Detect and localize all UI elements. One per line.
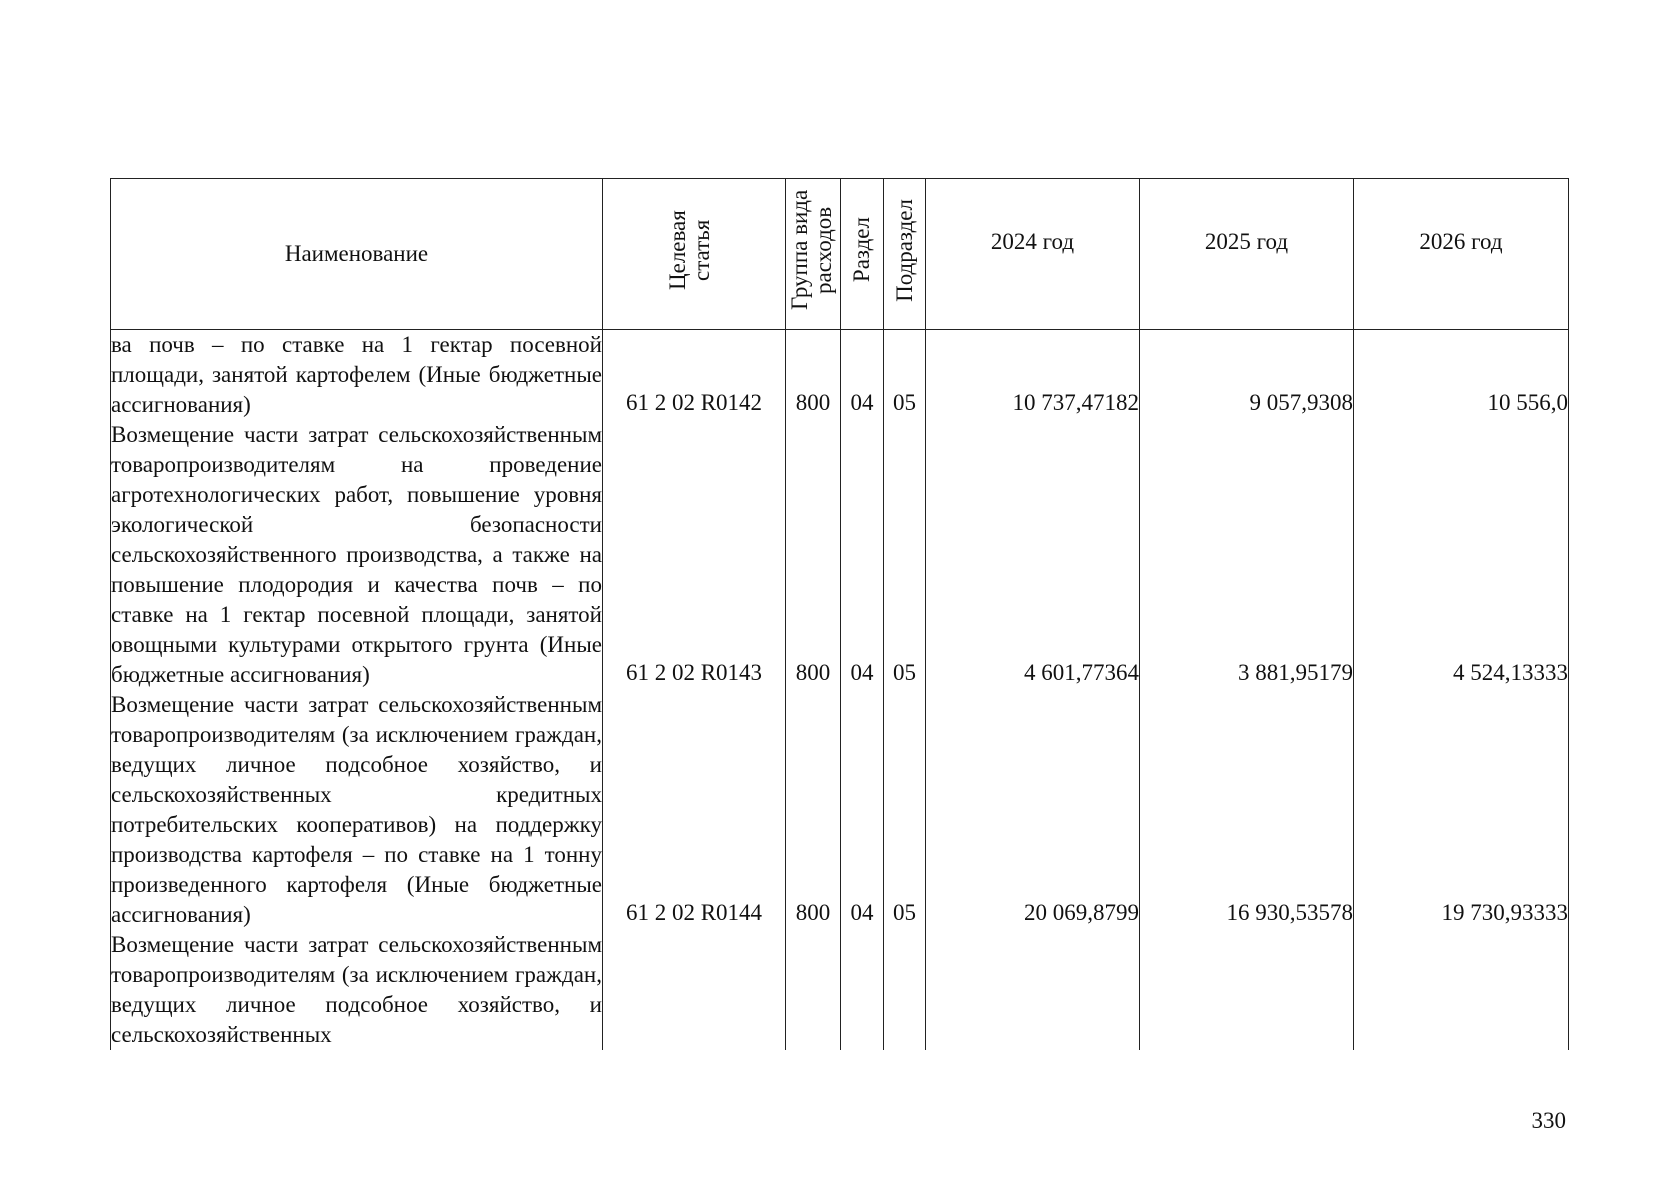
- header-target-label: Целевая статья: [665, 210, 714, 290]
- row-group-value: 800: [795, 390, 831, 415]
- row-podrazdel-value: 05: [893, 660, 916, 685]
- row-2024: [926, 930, 1140, 1050]
- header-razdel-label: Раздел: [849, 217, 874, 283]
- row-podrazdel-value: 05: [893, 390, 916, 415]
- header-year-2025-label: 2025 год: [1204, 229, 1289, 254]
- row-2025: [1140, 930, 1354, 1050]
- header-group-label: Группа вида расходов: [787, 189, 836, 311]
- row-name: ва почв – по ставке на 1 гектар посевной площади, занятой картофелем (Иные бюджетные ассигнования): [111, 330, 603, 421]
- row-razdel: [841, 690, 884, 930]
- header-year-2024-label: 2024 год: [990, 229, 1075, 254]
- header-year-2025: [1140, 179, 1354, 330]
- table-header-row: [111, 179, 1569, 330]
- row-target: [603, 690, 786, 930]
- row-group: [786, 420, 841, 690]
- header-razdel: [841, 179, 884, 330]
- row-name: Возмещение части затрат сельскохозяйственным товаропроизводителям (за исключением граждан, ведущих личное подсобное хозяйство, и сельскохозяйственных: [111, 930, 603, 1050]
- row-2025: [1140, 330, 1354, 421]
- row-razdel-value: 04: [850, 390, 874, 415]
- table-row: [111, 930, 1569, 1050]
- table-row: [111, 690, 1569, 930]
- row-target: [603, 930, 786, 1050]
- header-podrazdel-label: Подраздел: [891, 198, 917, 302]
- row-2026: [1354, 930, 1569, 1050]
- row-name: Возмещение части затрат сельскохозяйственным товаропроизводителям (за исключением граждан, ведущих личное подсобное хозяйство, и сельскохозяйственных кредитных потребительских кооперативов) на поддержку производства картофеля – по ставке на 1 тонну произведенного картофеля (Иные бюджетные ассигнования): [111, 690, 603, 930]
- row-podrazdel: [884, 690, 926, 930]
- row-2026: [1354, 690, 1569, 930]
- row-target: [603, 420, 786, 690]
- row-2026: [1354, 420, 1569, 690]
- row-razdel: [841, 330, 884, 421]
- row-podrazdel: [884, 330, 926, 421]
- row-group-value: 800: [795, 900, 831, 925]
- row-target-value: 61 2 02 R0143: [625, 660, 763, 685]
- budget-table: [110, 178, 1569, 1050]
- header-group: [786, 179, 841, 330]
- row-podrazdel-value: 05: [893, 900, 916, 925]
- header-year-2026-label: 2026 год: [1419, 229, 1503, 254]
- row-2025-value: 3 881,95179: [1238, 660, 1353, 685]
- row-podrazdel: [884, 420, 926, 690]
- row-2025: [1140, 420, 1354, 690]
- row-razdel-value: 04: [850, 900, 874, 925]
- header-year-2026: [1354, 179, 1569, 330]
- row-group-value: 800: [795, 660, 831, 685]
- row-2026-value: 4 524,13333: [1453, 660, 1568, 685]
- header-target: [603, 179, 786, 330]
- row-podrazdel: [884, 930, 926, 1050]
- row-2024: [926, 420, 1140, 690]
- row-2025: [1140, 690, 1354, 930]
- row-razdel: [841, 930, 884, 1050]
- row-name: Возмещение части затрат сельскохозяйственным товаропроизводителям на проведение агротехнологических работ, повышение уровня экологической безопасности сельскохозяйственного производства, а также на повышение плодородия и качества почв – по ставке на 1 гектар посевной площади, занятой овощными культурами открытого грунта (Иные бюджетные ассигнования): [111, 420, 603, 690]
- row-2025-value: 16 930,53578: [1226, 900, 1353, 925]
- row-group: [786, 690, 841, 930]
- row-razdel: [841, 420, 884, 690]
- row-2024-value: 10 737,47182: [1012, 390, 1139, 415]
- header-year-2024: [926, 179, 1140, 330]
- row-2024: [926, 690, 1140, 930]
- row-target: [603, 330, 786, 421]
- row-2026: [1354, 330, 1569, 421]
- row-2026-value: 10 556,0: [1487, 390, 1568, 415]
- table-row: [111, 330, 1569, 421]
- row-2024-value: 20 069,8799: [1024, 900, 1139, 925]
- row-razdel-value: 04: [850, 660, 874, 685]
- page-number: 330: [1531, 1108, 1566, 1133]
- row-2024: [926, 330, 1140, 421]
- row-group: [786, 930, 841, 1050]
- row-2025-value: 9 057,9308: [1249, 390, 1353, 415]
- table-row: [111, 420, 1569, 690]
- header-name: [111, 179, 603, 330]
- row-group: [786, 330, 841, 421]
- row-2024-value: 4 601,77364: [1024, 660, 1139, 685]
- row-2026-value: 19 730,93333: [1441, 900, 1568, 925]
- row-target-value: 61 2 02 R0142: [625, 390, 763, 415]
- row-target-value: 61 2 02 R0144: [625, 900, 763, 925]
- header-podrazdel: [884, 179, 926, 330]
- header-name-label: Наименование: [284, 241, 429, 266]
